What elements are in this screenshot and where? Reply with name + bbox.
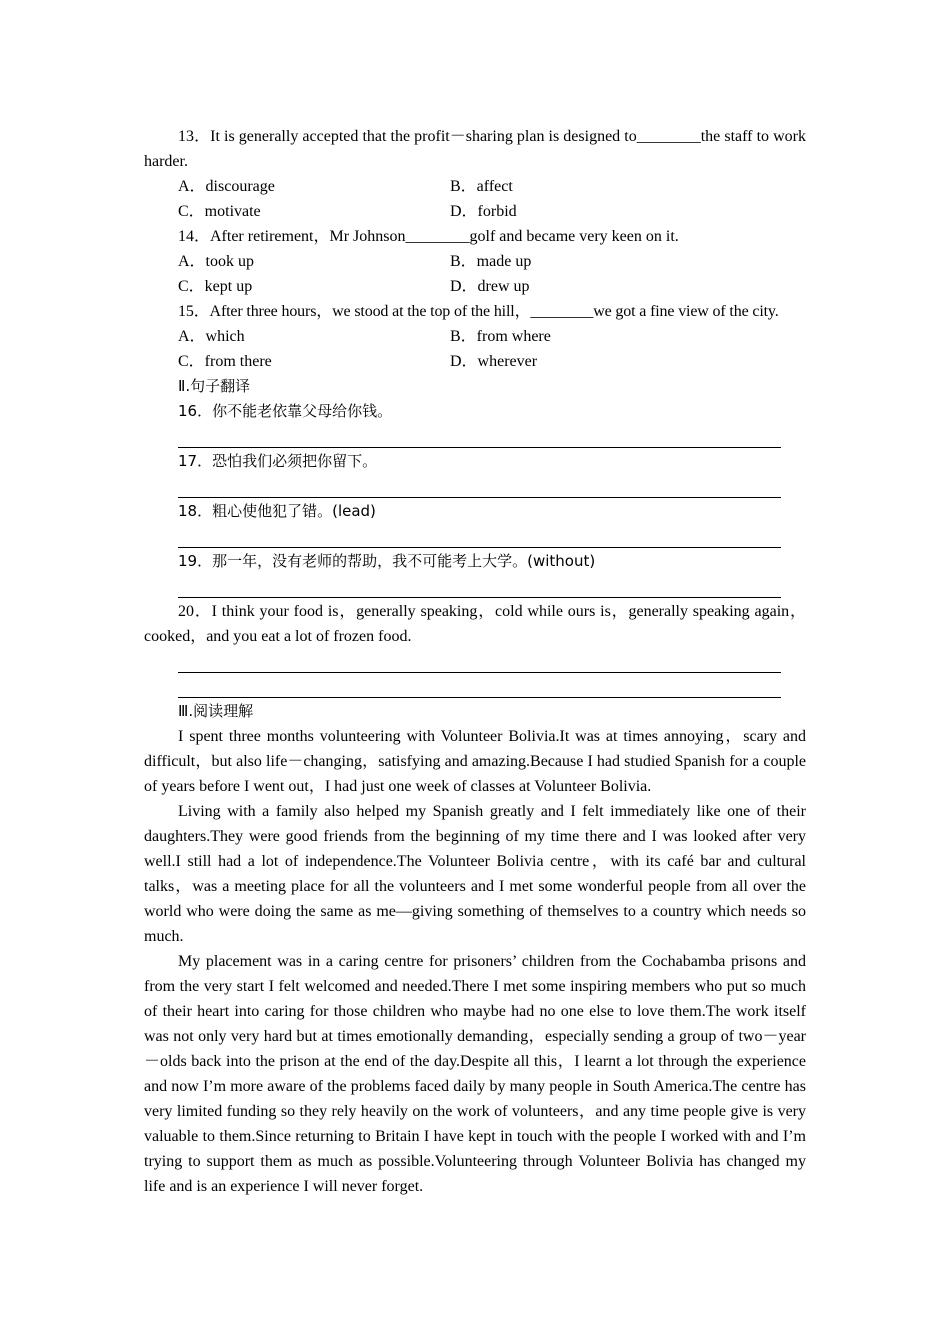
option-c[interactable]: C．motivate — [178, 203, 261, 220]
options-row — [144, 274, 806, 299]
options-row — [144, 174, 806, 199]
translation-17 — [144, 449, 806, 498]
passage-paragraph-3: My placement was in a caring centre for prisoners’ children from the Cochabamba prisons and from the very start I felt welcomed and needed.There I met some inspiring members who put so much of their heart into caring for those children who maybe had no one else to love them.The work itself was not only very hard but at times emotionally demanding，especially sending a group of two－year－olds back into the prison at the end of the day.Despite all this，I learnt a lot through the experience and now I’m more aware of the problems faced daily by many people in South America.The centre has very limited funding so they rely heavily on the work of volunteers，and any time people give is very valuable to them.Since returning to Britain I have kept in touch with the people I worked with and I’m trying to support them as much as possible.Volunteering through Volunteer Bolivia has changed my life and is an experience I will never forget. — [144, 953, 806, 1195]
options-row — [144, 249, 806, 274]
section-title-reading: Ⅲ.阅读理解 — [178, 702, 254, 720]
translation-prompt: 18．粗心使他犯了错。(lead) — [178, 502, 376, 520]
question-14 — [144, 224, 806, 299]
question-13 — [144, 124, 806, 224]
translation-prompt: 19．那一年，没有老师的帮助，我不可能考上大学。(without) — [178, 552, 596, 570]
translation-prompt: 16．你不能老依靠父母给你钱。 — [178, 402, 393, 420]
option-c[interactable]: C．from there — [178, 353, 272, 370]
question-stem: 15．After three hours，we stood at the top of the hill，________we got a fine view of the city. — [178, 303, 779, 320]
translation-prompt: 20．I think your food is，generally speaking，cold while ours is，generally speaking again，cooked，and you eat a lot of frozen food. — [144, 603, 806, 645]
options-row — [144, 349, 806, 374]
option-b[interactable]: B．made up — [450, 253, 532, 270]
option-b[interactable]: B．affect — [450, 178, 513, 195]
answer-line[interactable] — [178, 674, 781, 698]
option-d[interactable]: D．forbid — [450, 203, 517, 220]
question-stem: 13．It is generally accepted that the profit－sharing plan is designed to________the staff to work harder. — [144, 128, 806, 170]
translation-prompt: 17．恐怕我们必须把你留下。 — [178, 452, 378, 470]
answer-line[interactable] — [178, 524, 781, 548]
option-d[interactable]: D．drew up — [450, 278, 530, 295]
translation-18 — [144, 499, 806, 548]
answer-line[interactable] — [178, 574, 781, 598]
answer-line[interactable] — [178, 474, 781, 498]
options-row — [144, 199, 806, 224]
answer-line[interactable] — [178, 424, 781, 448]
passage-paragraph-2: Living with a family also helped my Spanish greatly and I felt immediately like one of their daughters.They were good friends from the beginning of my time there and I was looked after very well.I still had a lot of independence.The Volunteer Bolivia centre，with its café bar and cultural talks，was a meeting place for all the volunteers and I met some wonderful people from all over the world who were doing the same as me—giving something of themselves to a country which needs so much. — [144, 803, 806, 945]
section-title-translation: Ⅱ.句子翻译 — [178, 377, 251, 395]
option-a[interactable]: A．which — [178, 328, 245, 345]
option-c[interactable]: C．kept up — [178, 278, 253, 295]
document-page — [144, 124, 806, 1199]
translation-20 — [144, 599, 806, 698]
question-stem: 14．After retirement，Mr Johnson________golf and became very keen on it. — [178, 228, 679, 245]
option-a[interactable]: A．discourage — [178, 178, 275, 195]
option-b[interactable]: B．from where — [450, 328, 551, 345]
option-d[interactable]: D．wherever — [450, 353, 538, 370]
question-15 — [144, 299, 806, 374]
option-a[interactable]: A．took up — [178, 253, 255, 270]
passage-paragraph-1: I spent three months volunteering with Volunteer Bolivia.It was at times annoying，scary and difficult，but also life－changing，satisfying and amazing.Because I had studied Spanish for a couple of years before I went out，I had just one week of classes at Volunteer Bolivia. — [144, 728, 807, 795]
translation-16 — [144, 399, 806, 448]
translation-19 — [144, 549, 806, 598]
answer-line[interactable] — [178, 649, 781, 673]
options-row — [144, 324, 806, 349]
